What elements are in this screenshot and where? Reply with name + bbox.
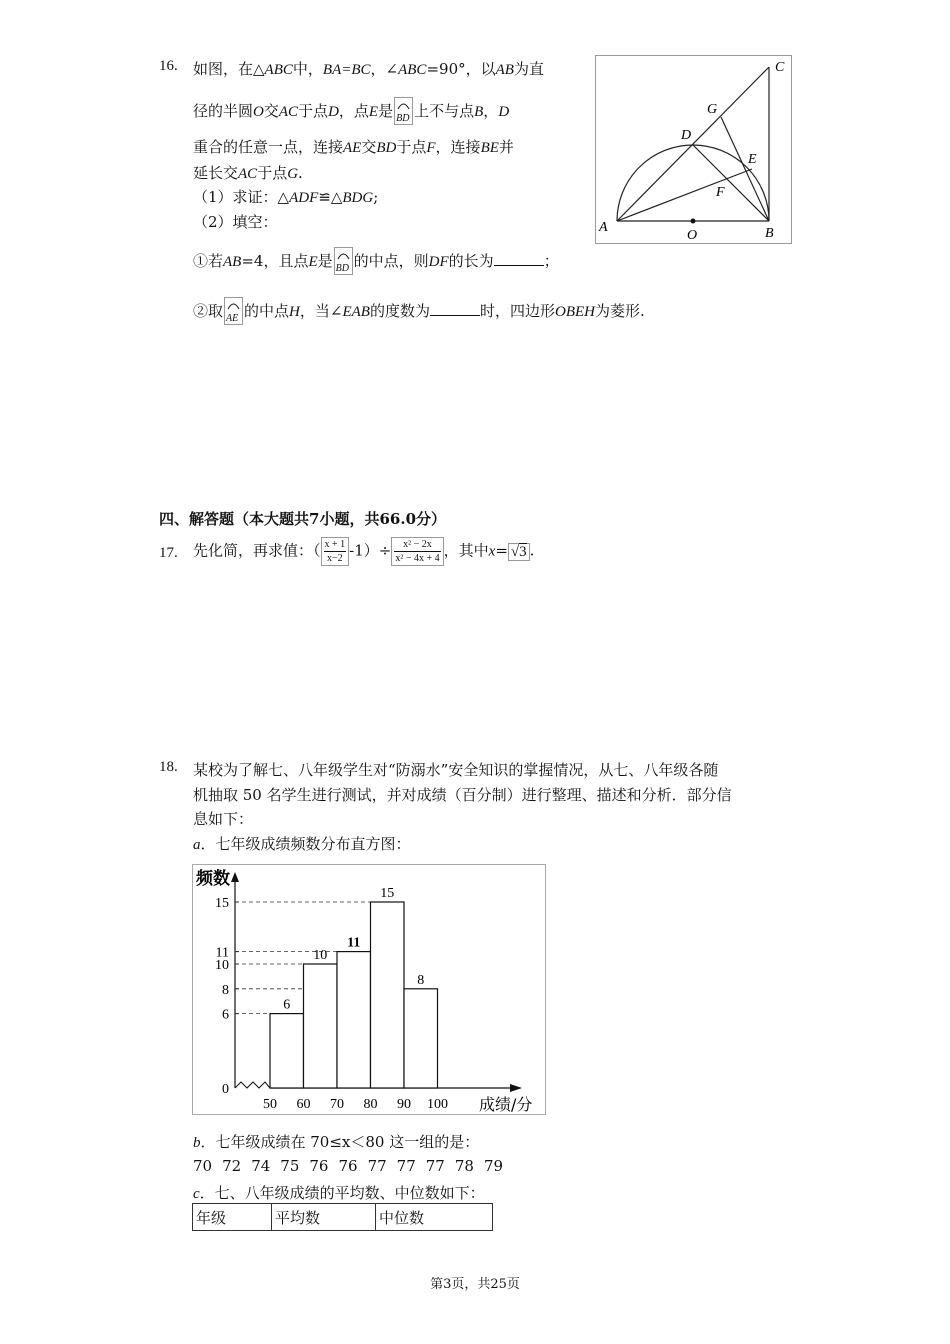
label-a: A xyxy=(599,220,608,235)
question-18-item-a: a．七年级成绩频数分布直方图： xyxy=(193,835,411,853)
b-value: 74 xyxy=(251,1157,271,1175)
b-value: 78 xyxy=(454,1157,474,1175)
question-18-line-2: 机抽取 50 名学生进行测试，并对成绩（百分制）进行整理、描述和分析．部分信 xyxy=(193,786,732,804)
y-tick-label: 10 xyxy=(215,958,229,973)
section-4-title: 四、解答题（本大题共7小题，共66.0分） xyxy=(159,510,447,528)
histogram-bar xyxy=(304,964,338,1088)
label-d: D xyxy=(681,128,692,143)
x-tick-label: 50 xyxy=(263,1097,277,1112)
b-value: 79 xyxy=(483,1157,504,1175)
y-axis-label: 频数 xyxy=(196,869,230,889)
x-tick-label: 80 xyxy=(363,1097,378,1112)
bar-data-label: 11 xyxy=(347,935,361,951)
b-value: 70 xyxy=(193,1157,213,1175)
question-18-b-values xyxy=(193,1157,513,1175)
page-footer: 第3页，共25页 xyxy=(430,1277,520,1292)
b-values-list xyxy=(193,1157,513,1175)
label-e: E xyxy=(748,152,757,167)
label-o: O xyxy=(687,228,698,243)
fraction-2: $\frac{\text{x² − 2x}}{\text{x² − 4x + 4}}$ xyxy=(391,537,443,566)
sqrt-expression: √3 xyxy=(508,543,530,561)
question-16-sub-2: ②取 AE 的中点H，当∠EAB的度数为 时，四边形OBEH为菱形. xyxy=(193,297,645,325)
y-tick-label: 8 xyxy=(222,982,229,998)
histogram-chart xyxy=(192,864,546,1115)
arc-ae-symbol: AE xyxy=(224,297,243,325)
label-g: G xyxy=(707,102,718,117)
stats-table xyxy=(192,1203,493,1231)
x-tick-label: 60 xyxy=(296,1097,311,1112)
y-tick-label: 6 xyxy=(222,1007,229,1023)
b-value: 77 xyxy=(425,1157,445,1175)
question-18-line-1: 某校为了解七、八年级学生对“防溺水”安全知识的掌握情况，从七、八年级各随 xyxy=(193,761,719,779)
x-tick-label: 70 xyxy=(330,1097,344,1112)
bar-data-label: 15 xyxy=(380,886,395,901)
answer-blank-2[interactable] xyxy=(430,303,480,316)
question-16-part-1: （1）求证：△ADF≌△BDG; xyxy=(193,188,379,206)
arc-bd-symbol-2: BD xyxy=(334,247,353,275)
question-18-item-b: b．七年级成绩在 70≤x＜80 这一组的是： xyxy=(193,1133,480,1151)
fraction-1: $\frac{x + 1}{x-2}$ xyxy=(321,537,350,566)
question-18-number: 18. xyxy=(159,759,178,775)
question-16-sub-1: ①若AB=4，且点E是 BD 的中点，则DF的长为 ； xyxy=(193,247,559,275)
question-16-line-4: 延长交AC于点G. xyxy=(193,164,303,182)
table-header-median: 中位数 xyxy=(376,1204,493,1231)
question-16-number: 16. xyxy=(159,58,178,74)
b-value: 72 xyxy=(222,1157,242,1175)
question-16-part-2: （2）填空： xyxy=(193,213,278,231)
question-17-text: 先化简，再求值：（ $\frac{x + 1}{x-2}$ -1）÷ $\frac{\text{x² − 2x}}{\text{x² − 4x + 4}}$ ，其中x= √3 . xyxy=(193,539,535,564)
table-header-mean: 平均数 xyxy=(272,1204,376,1231)
bar-data-label: 8 xyxy=(417,972,425,988)
y-tick-label: 0 xyxy=(222,1082,229,1097)
bar-data-label: 10 xyxy=(313,948,328,963)
histogram-bar xyxy=(270,1014,304,1088)
question-17-number: 17. xyxy=(159,545,178,561)
table-row xyxy=(193,1204,493,1231)
histogram-bar xyxy=(337,952,371,1088)
question-18-line-3: 息如下： xyxy=(193,810,254,828)
y-tick-label: 11 xyxy=(215,945,229,961)
b-value: 75 xyxy=(280,1157,300,1175)
b-value: 76 xyxy=(309,1157,329,1175)
histogram-bar xyxy=(404,989,438,1088)
answer-blank-1[interactable] xyxy=(494,253,544,266)
question-16-line-1: 如图，在△ABC中，BA=BC，∠ABC=90°，以AB为直 xyxy=(193,60,544,78)
question-16-line-2: 径的半圆O交AC于点D，点E是 BD 上不与点B，D xyxy=(193,97,509,125)
label-c: C xyxy=(775,60,785,75)
x-tick-label: 90 xyxy=(397,1097,411,1112)
x-tick-label: 100 xyxy=(427,1097,448,1112)
question-16-line-3: 重合的任意一点，连接AE交BD于点F，连接BE并 xyxy=(193,138,514,156)
y-tick-label: 15 xyxy=(215,896,229,911)
question-18-item-c: c．七、八年级成绩的平均数、中位数如下： xyxy=(193,1184,485,1202)
b-value: 77 xyxy=(367,1157,387,1175)
label-f: F xyxy=(716,185,725,200)
b-value: 77 xyxy=(396,1157,416,1175)
sqrt-icon: √ xyxy=(510,543,520,560)
table-header-grade: 年级 xyxy=(193,1204,272,1231)
b-value: 76 xyxy=(338,1157,358,1175)
histogram-bar xyxy=(371,902,405,1088)
center-point-o xyxy=(691,219,696,224)
total-pages: 25 xyxy=(490,1277,507,1292)
label-b: B xyxy=(765,226,774,241)
figure-border xyxy=(596,56,792,244)
page-number: 3 xyxy=(443,1277,452,1292)
geometry-figure-16 xyxy=(595,55,792,244)
bar-data-label: 6 xyxy=(283,997,291,1013)
arc-bd-symbol: BD xyxy=(394,97,413,125)
x-axis-label: 成绩/分 xyxy=(479,1095,533,1114)
